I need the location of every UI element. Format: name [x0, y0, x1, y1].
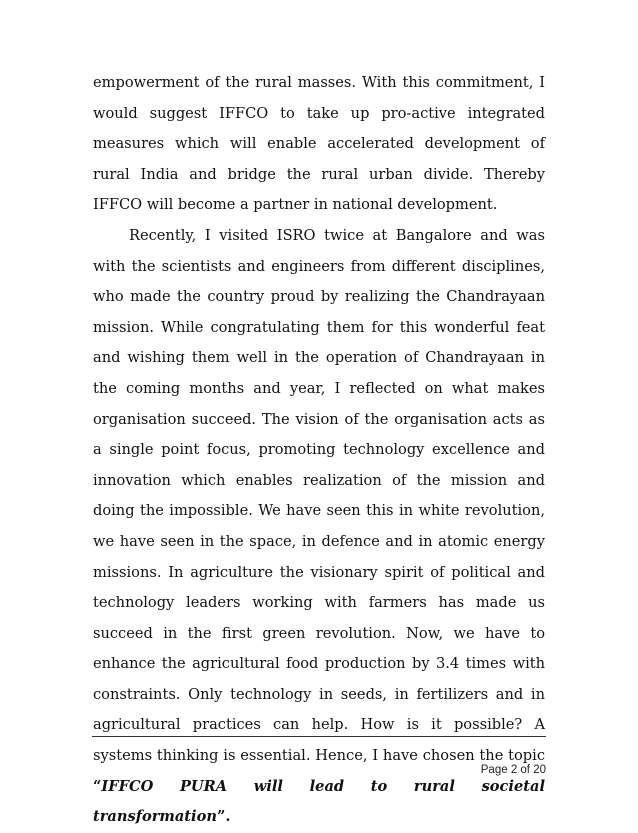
topic-close-quote: ”.	[216, 808, 231, 826]
paragraph-2-text: Recently, I visited ISRO twice at Bangalore and was with the scientists and engineers from different disciplines, who made the country proud by realizing the Chandrayaan mission. While congratulating them for this wonderful feat and wishing them well in the operation of Chandrayaan in the coming months and year, I reflected on what makes organisation succeed. The vision of the organisation acts as a single point focus, promoting technology excellence and innovation which enables realization of the mission and doing the impossible. We have seen this in white revolution, we have seen in the space, in defence and in atomic energy missions. In agriculture the visionary spirit of political and technology leaders working with farmers has made us succeed in the first green revolution. Now, we have to enhance the agricultural food production by 3.4 times with constraints. Only technology in seeds, in fertilizers and in agricultural practices can help. How is it possible? A systems thinking is essential. Hence, I have chosen the topic	[93, 226, 545, 765]
paragraph-1: empowerment of the rural masses. With this commitment, I would suggest IFFCO to take up pro-active integrated measures which will enable accelerated development of rural India and bridge the rural urban divide. Thereby IFFCO will become a partner in national development.	[93, 74, 545, 214]
footer-divider	[92, 736, 546, 737]
page-number: Page 2 of 20	[480, 764, 546, 776]
paragraph-2	[93, 221, 545, 833]
document-body	[93, 68, 545, 833]
topic-title: IFFCO PURA will lead to rural societal transformation	[93, 777, 545, 826]
topic-phrase	[93, 778, 545, 826]
topic-open-quote: “	[93, 777, 102, 795]
